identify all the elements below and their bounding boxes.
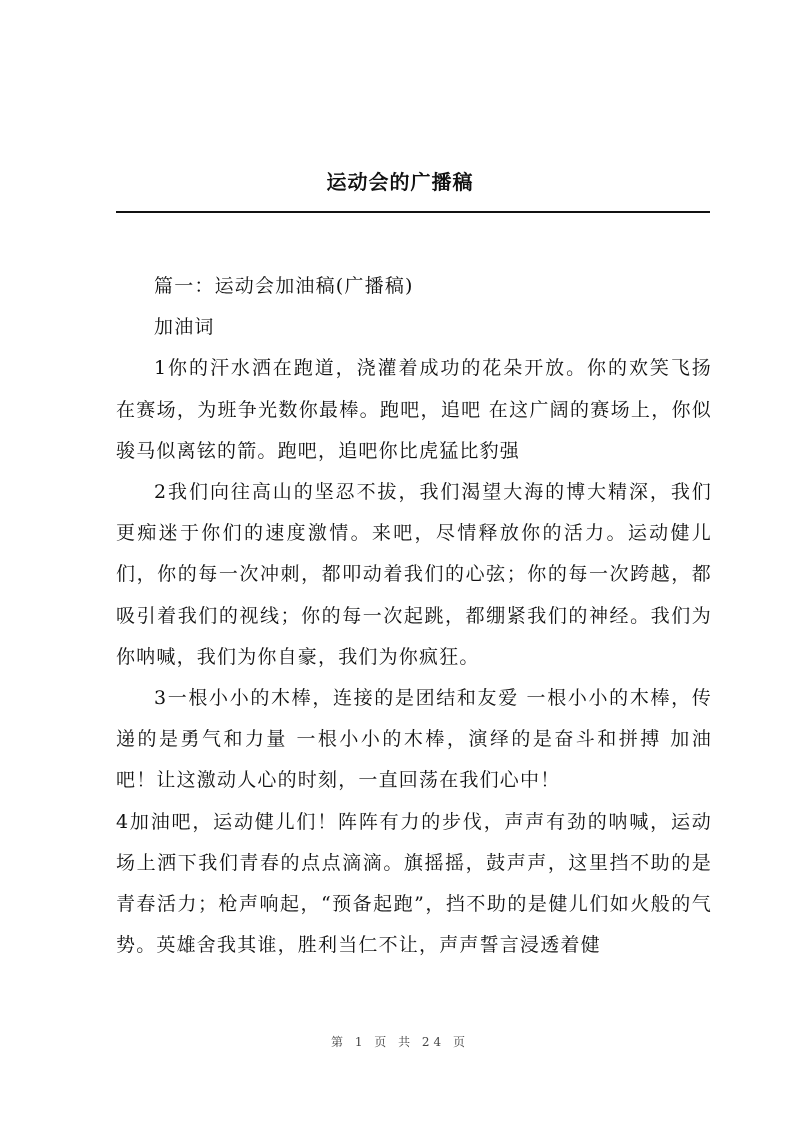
paragraph-2: 2我们向往高山的坚忍不拔，我们渴望大海的博大精深，我们更痴迷于你们的速度激情。来吧，尽情释放你的活力。运动健儿们，你的每一次冲刺，都叩动着我们的心弦；你的每一次跨越，都吸引着我们的视线；你的每一次起跳，都绷紧我们的神经。我们为你呐喊，我们为你自豪，我们为你疯狂。 bbox=[116, 481, 712, 668]
paragraph-3: 3一根小小的木棒，连接的是团结和友爱 一根小小的木棒，传递的是勇气和力量 一根小小的木棒，演绎的是奋斗和拼搏 加油吧！让这激动人心的时刻，一直回荡在我们心中！ bbox=[116, 687, 712, 792]
section-heading: 篇一：运动会加油稿(广播稿) bbox=[154, 275, 414, 297]
page-number-footer: 第 1 页 共 24 页 bbox=[331, 1035, 469, 1049]
document-title: 运动会的广播稿 bbox=[326, 170, 474, 194]
title-underline bbox=[116, 211, 710, 213]
subheading: 加油词 bbox=[154, 316, 215, 339]
paragraph-1: 1你的汗水洒在跑道，浇灌着成功的花朵开放。你的欢笑飞扬在赛场，为班争光数你最棒。跑吧，追吧 在这广阔的赛场上，你似骏马似离铉的箭。跑吧，追吧你比虎猛比豹强 bbox=[116, 357, 712, 462]
document-body bbox=[116, 266, 712, 966]
paragraph-4: 4加油吧，运动健儿们！阵阵有力的步伐，声声有劲的呐喊，运动场上洒下我们青春的点点滴滴。旗摇摇，鼓声声，这里挡不助的是青春活力；枪声响起，“预备起跑”，挡不助的是健儿们如火般的气势。英雄舍我其谁，胜利当仁不让，声声誓言浸透着健 bbox=[116, 810, 712, 957]
